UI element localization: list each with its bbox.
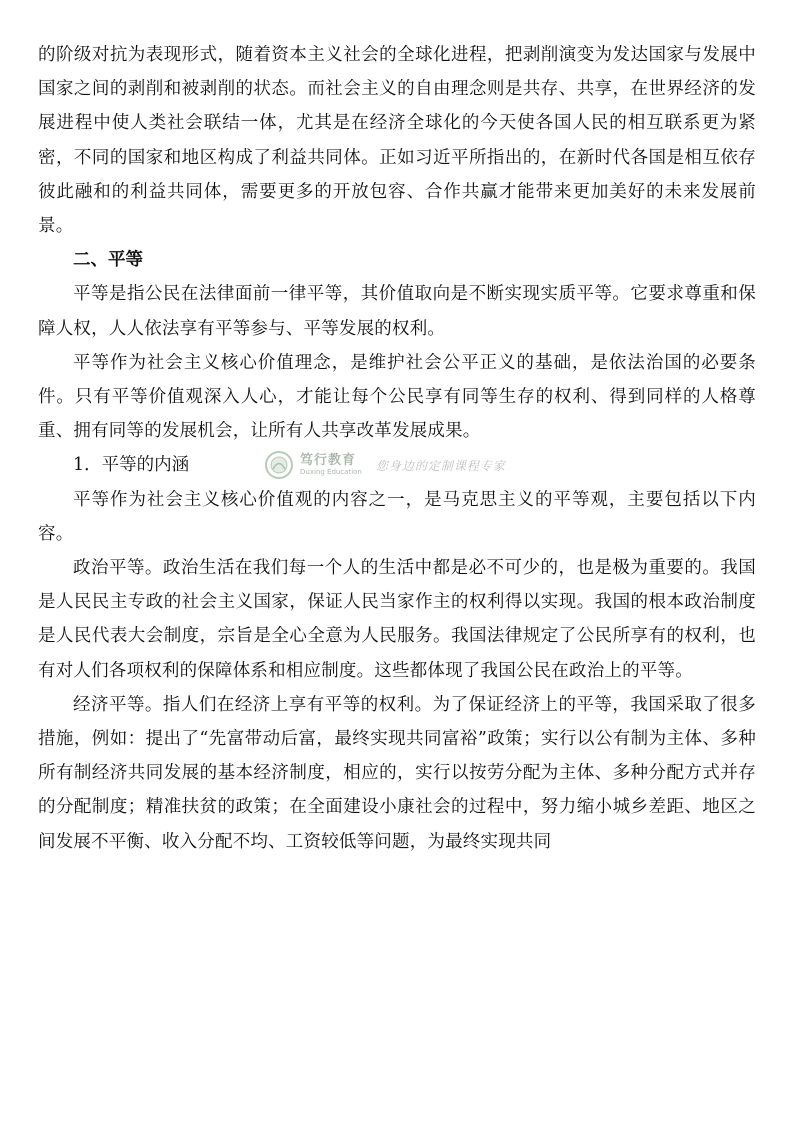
section-heading: 二、平等: [73, 250, 143, 271]
document-page: [38, 38, 756, 859]
watermark-brand-en: Duxing Education: [300, 468, 362, 477]
watermark-brand-cn: 笃行教育: [300, 453, 357, 469]
paragraph-equality-definition: 平等是指公民在法律面前一律平等，其价值取向是不断实现实质平等。它要求尊重和保障人权，人人依法享有平等参与、平等发展的权利。: [38, 284, 756, 339]
paragraph-continued: 的阶级对抗为表现形式，随着资本主义社会的全球化进程，把剥削演变为发达国家与发展中国家之间的剥削和被剥削的状态。而社会主义的自由理念则是共存、共享，在世界经济的发展进程中使人类社会联结一体，尤其是在经济全球化的今天使各国人民的相互联系更为紧密，不同的国家和地区构成了利益共同体。正如习近平所指出的，在新时代各国是相互依存彼此融和的利益共同体，需要更多的开放包容、合作共赢才能带来更加美好的未来发展前景。: [38, 45, 756, 237]
subheading: 1．平等的内涵: [73, 455, 190, 476]
watermark-slogan: 您身边的定制课程专家: [375, 458, 506, 473]
paragraph-intro: 平等作为社会主义核心价值观的内容之一，是马克思主义的平等观，主要包括以下内容。: [38, 489, 756, 544]
paragraph-equality-core-value: 平等作为社会主义核心价值理念，是维护社会公平正义的基础，是依法治国的必要条件。只有平等价值观深入人心，才能让每个公民享有同等生存的权利、得到同样的人格尊重、拥有同等的发展机会，让所有人共享改革发展成果。: [38, 352, 756, 442]
paragraph-political-equality: 政治平等。政治生活在我们每一个人的生活中都是必不可少的，也是极为重要的。我国是人民民主专政的社会主义国家，保证人民当家作主的权利得以实现。我国的根本政治制度是人民代表大会制度，宗旨是全心全意为人民服务。我国法律规定了公民所享有的权利，也有对人们各项权利的保障体系和相应制度。这些都体现了我国公民在政治上的平等。: [38, 558, 756, 681]
paragraph-economic-equality: 经济平等。指人们在经济上享有平等的权利。为了保证经济上的平等，我国采取了很多措施，例如：提出了“先富带动后富，最终实现共同富裕”政策；实行以公有制为主体、多种所有制经济共同发展的基本经济制度，相应的，实行以按劳分配为主体、多种分配方式并存的分配制度；精准扶贫的政策；在全面建设小康社会的过程中，努力缩小城乡差距、地区之间发展不平衡、收入分配不均、工资较低等问题，为最终实现共同: [38, 694, 756, 852]
watermark: [264, 450, 506, 480]
watermark-brand: [300, 454, 362, 476]
subheading-row: [38, 448, 756, 482]
watermark-logo-icon: [264, 450, 294, 480]
